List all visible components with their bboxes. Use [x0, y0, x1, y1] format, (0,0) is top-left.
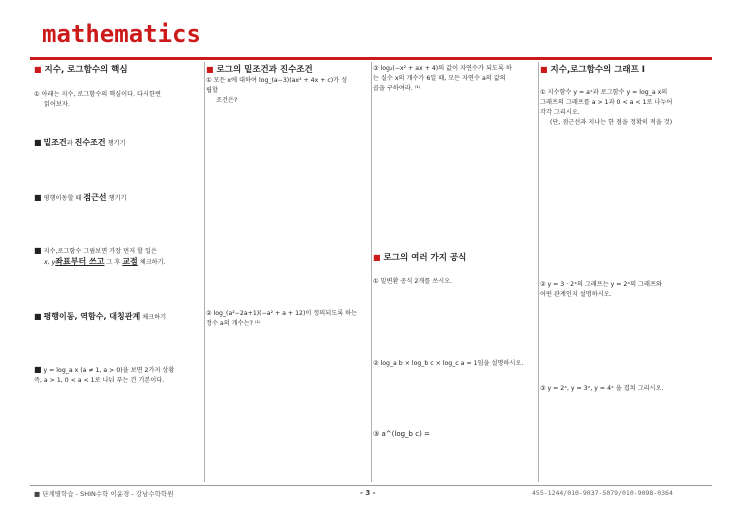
page-number: - 3 - [360, 489, 376, 497]
graph-question-2: ② y = 3 · 2ˣ의 그래프는 y = 2ˣ의 그래프와 어떤 관계인지 설명하시오. [540, 281, 662, 298]
brand-logo: mathematics [42, 20, 201, 48]
formula-3: ③ a^(log_b c) = [373, 430, 430, 438]
column-2 [206, 62, 371, 482]
footer-phone: 455-1244/010-9037-5079/010-9098-0364 [532, 489, 673, 497]
column-1 [34, 62, 204, 482]
header-rule [30, 57, 712, 60]
column-divider [371, 62, 372, 482]
section-title: ■ 로그의 여러 가지 공식 [373, 253, 467, 263]
formula-2: ② log_a b × log_b c × log_c a = 1임을 설명하시오. [373, 360, 524, 367]
column-3 [373, 62, 538, 482]
column-divider [538, 62, 539, 482]
intro-note: ① 아래는 지수, 로그함수의 핵심이다. 다시한번 읽어보자. [34, 91, 161, 108]
column-4 [540, 62, 712, 482]
graph-question-3: ③ y = 2ˣ, y = 3ˣ, y = 4ˣ 을 겹쳐 그리시오. [540, 385, 664, 392]
graph-question-1: ① 지수함수 y = aˣ과 로그함수 y = log_a x의 그래프의 그래프를 a > 1과 0 < a < 1로 나누어 각각 그리시오. (단, 점근선과 지나는 한 점을 정확히 적을 것) [540, 89, 673, 126]
point-transform: ■ 평행이동, 역함수, 대칭관계 체크하기 [34, 312, 167, 321]
point-log-cases: ■ y = log_a x (a ≠ 1, a > 0)을 보면 2가지 상황 즉, a > 1, 0 < a < 1로 나눠 푸는 건 기본이다. [34, 365, 175, 384]
question-3: ③ log₂(−x² + ax + 4)의 값이 자연수가 되도록 하 는 실수 x의 개수가 6일 때, 모든 자연수 a의 값의 곱을 구하여라. ⁽¹⁾ [373, 65, 512, 92]
question-2: ② log_(a²−2a+1)(−a² + a + 12)이 정의되도록 하는 정수 a의 개수는? ⁽¹⁾ [206, 310, 358, 327]
point-base-condition: ■ 밑조건과 진수조건 챙기기 [34, 138, 126, 147]
column-divider [204, 62, 205, 482]
question-1: ① 모든 x에 대하여 log_(a−3)(ax² + 4x + c)가 성 립할 조건은? [206, 77, 348, 104]
formula-1: ① 밑변환 공식 2개를 쓰시오. [373, 278, 453, 285]
footer-rule [30, 485, 712, 486]
section-title: ■ 로그의 밑조건과 진수조건 [206, 65, 313, 75]
section-title: ■ 지수,로그함수의 그래프 Ⅰ [540, 65, 645, 75]
point-coordinates: ■ 지수,로그함수 그림보면 가장 먼저 할 일은 x, y좌표부터 쓰고 그 후 교점 체크하기. [34, 246, 166, 266]
footer-author: ■ 단계별학습 - SHIN수학 이윤경 - 강남수학학원 [34, 490, 174, 498]
point-asymptote: ■ 평행이동할 때 점근선 챙기기 [34, 193, 127, 202]
section-title: ■ 지수, 로그함수의 핵심 [34, 65, 128, 75]
